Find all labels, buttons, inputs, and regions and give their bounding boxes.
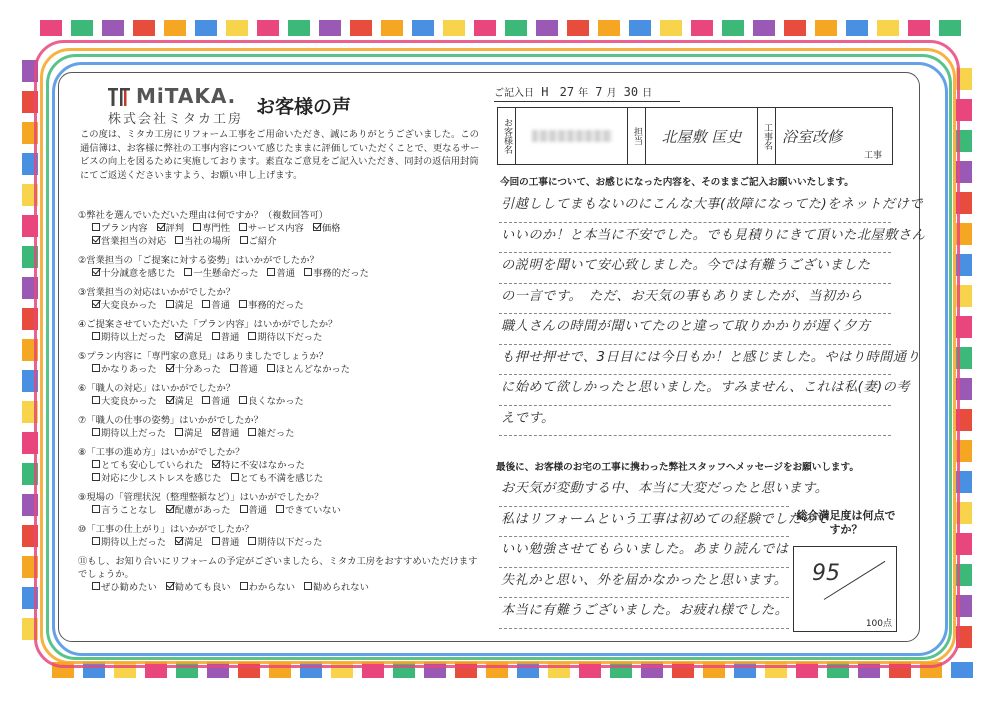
option-row xyxy=(78,427,488,440)
answer-option[interactable] xyxy=(267,363,350,376)
date-day: 30 xyxy=(623,85,639,99)
answer-option[interactable] xyxy=(92,299,157,312)
handwritten-line: 職人さんの時間が聞いてたのと違って取りかかりが遅く夕方 xyxy=(499,314,891,345)
answer-option[interactable] xyxy=(92,331,166,344)
answer-option[interactable] xyxy=(212,427,240,440)
question-item xyxy=(78,491,488,517)
checkbox-icon[interactable] xyxy=(212,332,220,340)
border-square xyxy=(784,20,806,36)
handwritten-line: いいのか！と本当に不安でした。でも見積りにきて頂いた北屋敷さん xyxy=(499,223,891,254)
answer-option[interactable] xyxy=(267,267,295,280)
border-square xyxy=(753,20,775,36)
question-title: ②営業担当の「ご提案に対する姿勢」はいかがでしたか？ xyxy=(78,255,319,266)
option-label: できていない xyxy=(285,505,341,516)
option-label: 専門性 xyxy=(202,223,231,234)
option-label: 大変良かった xyxy=(101,300,157,311)
option-label: 営業担当の対応 xyxy=(101,236,167,247)
checkbox-icon[interactable] xyxy=(231,473,239,481)
checkbox-icon[interactable] xyxy=(175,236,183,244)
option-label: 勧めても良い xyxy=(174,582,231,593)
question-title: ①弊社を選んでいただいた理由は何ですか？（複数回答可） xyxy=(78,210,329,221)
option-label: 普通 xyxy=(220,428,240,439)
option-label: 期待以下だった xyxy=(257,332,323,343)
border-square xyxy=(443,20,465,36)
company-name: 株式会社ミタカ工房 xyxy=(108,112,244,127)
year-unit: 年 xyxy=(578,88,589,99)
logo-wordmark: MiTAKA. xyxy=(136,84,237,108)
option-label: とても不満を感じた xyxy=(239,473,324,484)
question-title: ③営業担当の対応はいかがでしたか？ xyxy=(78,287,236,298)
checkbox-icon[interactable] xyxy=(248,428,256,436)
option-label: わからない xyxy=(248,582,296,593)
option-label: 満足 xyxy=(174,300,194,311)
option-label: 大変良かった xyxy=(101,396,157,407)
border-square xyxy=(350,20,372,36)
question-item xyxy=(78,318,488,344)
border-square xyxy=(505,20,527,36)
handwritten-line: 本当に有難うございました。お疲れ様でした。 xyxy=(499,598,789,629)
section-message-heading: 最後に、お客様のお宅の工事に携わった弊社スタッフへメッセージをお願いします。 xyxy=(496,462,859,473)
answer-option[interactable] xyxy=(248,331,322,344)
option-label: 事務的だった xyxy=(248,300,304,311)
answer-option[interactable] xyxy=(212,459,305,472)
border-square xyxy=(164,20,186,36)
question-item xyxy=(78,523,488,549)
border-square xyxy=(319,20,341,36)
option-row xyxy=(78,581,488,594)
option-label: ほとんどなかった xyxy=(275,364,351,375)
question-title: ⑧「工事の進め方」はいかがでしたか？ xyxy=(78,447,245,458)
checkbox-icon[interactable] xyxy=(92,332,100,340)
page-title: お客様の声 xyxy=(256,96,352,118)
date-era: H xyxy=(541,85,549,99)
option-label: 十分誠意を感じた xyxy=(101,268,176,279)
answer-option[interactable] xyxy=(166,363,221,376)
day-unit: 日 xyxy=(642,88,653,99)
border-square xyxy=(474,20,496,36)
checkbox-icon[interactable] xyxy=(92,223,100,231)
question-list xyxy=(78,209,488,600)
border-square xyxy=(195,20,217,36)
checkbox-icon[interactable] xyxy=(239,396,247,404)
option-label: 普通 xyxy=(220,537,240,548)
answer-option[interactable] xyxy=(175,235,231,248)
handwritten-line: の一言です。 ただ、お天気の事もありましたが、当初から xyxy=(499,284,891,315)
checkbox-icon[interactable] xyxy=(212,460,220,468)
border-square xyxy=(691,20,713,36)
checkbox-icon[interactable] xyxy=(304,268,312,276)
checkbox-icon[interactable] xyxy=(276,505,284,513)
answer-option[interactable] xyxy=(92,536,166,549)
question-title: ⑦「職人の仕事の姿勢」はいかがでしたか？ xyxy=(78,415,263,426)
option-label: 普通 xyxy=(239,364,258,375)
customer-info-box xyxy=(497,107,893,165)
option-label: 勧められない xyxy=(313,582,369,593)
option-label: 対応に少しストレスを感じた xyxy=(101,473,222,484)
question-title: ⑩「工事の仕上がり」はいかがでしたか？ xyxy=(78,524,254,535)
option-label: サービス内容 xyxy=(248,223,304,234)
option-label: 普通 xyxy=(220,332,240,343)
checkbox-icon[interactable] xyxy=(166,396,174,404)
question-item xyxy=(78,446,488,485)
checkbox-icon[interactable] xyxy=(313,223,321,231)
checkbox-icon[interactable] xyxy=(240,505,248,513)
date-underline xyxy=(494,101,680,102)
date-label: ご記入日 xyxy=(494,88,534,99)
option-label: 期待以上だった xyxy=(101,332,167,343)
question-title: ⑤プラン内容に「専門家の意見」はありましたでしょうか？ xyxy=(78,351,329,362)
handwritten-line: 引越ししてまもないのにこんな大事(故障になってた)をネットだけで xyxy=(499,192,891,223)
checkbox-icon[interactable] xyxy=(92,582,100,590)
answer-option[interactable] xyxy=(92,235,166,248)
intro-text: この度は、ミタカ工房にリフォーム工事をご用命いただき、誠にありがとうございました。この通信簿は、お客様に弊社の工事内容について感じたままに評価していただくことで、更なるサービスの向上を図るために実施しております。素直なご意見をご記入いただき、同封の返信用封筒にてご返送くださいますよう、お願い申し上げます。 xyxy=(80,129,480,181)
date-year: 27 xyxy=(559,85,575,99)
answer-option[interactable] xyxy=(92,427,166,440)
checkbox-icon[interactable] xyxy=(202,300,210,308)
border-square xyxy=(877,20,899,36)
option-label: 普通 xyxy=(211,300,231,311)
work-name: 浴室改修 xyxy=(782,127,843,146)
answer-option[interactable] xyxy=(202,299,230,312)
answer-option[interactable] xyxy=(240,581,296,594)
option-label: 満足 xyxy=(174,396,194,407)
answer-option[interactable] xyxy=(92,395,157,408)
border-square xyxy=(846,20,868,36)
handwritten-line: お天気が変動する中、本当に大変だったと思います。 xyxy=(499,476,789,507)
option-label: 期待以上だった xyxy=(101,428,167,439)
option-label: とても安心していられた xyxy=(101,460,204,471)
customer-name-field xyxy=(516,108,628,164)
answer-option[interactable] xyxy=(240,504,268,517)
handwritten-line: えです。 xyxy=(499,406,891,437)
answer-option[interactable] xyxy=(157,222,185,235)
answer-option[interactable] xyxy=(212,536,240,549)
checkbox-icon[interactable] xyxy=(304,582,312,590)
answer-option[interactable] xyxy=(239,395,304,408)
option-label: 普通 xyxy=(276,268,296,279)
comment-area xyxy=(499,192,926,436)
answer-option[interactable] xyxy=(175,536,203,549)
question-item xyxy=(78,555,488,594)
border-square xyxy=(951,662,973,678)
question-item xyxy=(78,209,488,248)
option-label: 期待以上だった xyxy=(101,537,167,548)
answer-option[interactable] xyxy=(276,504,341,517)
option-label: 一生懸命だった xyxy=(193,268,259,279)
option-row xyxy=(78,504,488,517)
handwritten-line: も押せ押せで、3日目には今日もか！と感じました。やはり時間通り xyxy=(499,345,891,376)
checkbox-icon[interactable] xyxy=(184,268,192,276)
option-label: 期待以下だった xyxy=(257,537,323,548)
border-square xyxy=(629,20,651,36)
option-label: 良くなかった xyxy=(248,396,304,407)
border-square xyxy=(288,20,310,36)
checkbox-icon[interactable] xyxy=(202,396,210,404)
option-label: 十分あった xyxy=(174,364,222,375)
answer-option[interactable] xyxy=(231,472,324,485)
answer-option[interactable] xyxy=(202,395,230,408)
checkbox-icon[interactable] xyxy=(267,364,275,372)
border-square xyxy=(257,20,279,36)
answer-option[interactable] xyxy=(304,267,369,280)
checkbox-icon[interactable] xyxy=(92,473,100,481)
question-title: ④ご提案させていただいた「プラン内容」はいかがでしたか？ xyxy=(78,319,338,330)
answer-option[interactable] xyxy=(92,581,157,594)
border-square xyxy=(908,20,930,36)
option-label: 事務的だった xyxy=(313,268,369,279)
question-item xyxy=(78,414,488,440)
option-row xyxy=(78,299,488,312)
handwritten-line: いい勉強させてもらいました。あまり読んでは xyxy=(499,537,789,568)
option-label: ご紹介 xyxy=(248,236,277,247)
answer-option[interactable] xyxy=(166,395,194,408)
border-square xyxy=(939,20,961,36)
answer-option[interactable] xyxy=(313,222,341,235)
option-label: 普通 xyxy=(248,505,268,516)
answer-option[interactable] xyxy=(92,363,157,376)
border-square xyxy=(71,20,93,36)
handwritten-line: 失礼かと思い、外を届かなかったと思います。 xyxy=(499,568,789,599)
checkbox-icon[interactable] xyxy=(157,223,165,231)
border-square xyxy=(660,20,682,36)
question-title: ⑥「職人の対応」はいかがでしたか？ xyxy=(78,383,236,394)
score-label: 総合満足度は何点ですか？ xyxy=(796,509,896,536)
checkbox-icon[interactable] xyxy=(92,537,100,545)
score-box xyxy=(793,546,897,632)
work-suffix: 工事 xyxy=(864,151,883,161)
checkbox-icon[interactable] xyxy=(92,396,100,404)
question-item xyxy=(78,254,488,280)
border-square xyxy=(381,20,403,36)
work-label: 工事名 xyxy=(758,108,776,164)
checkbox-icon[interactable] xyxy=(175,537,183,545)
border-square xyxy=(40,20,62,36)
checkbox-icon[interactable] xyxy=(239,223,247,231)
option-row xyxy=(78,331,488,344)
option-label: 満足 xyxy=(184,332,203,343)
staff-name: 北屋敷 匡史 xyxy=(646,108,758,164)
answer-option[interactable] xyxy=(193,222,230,235)
answer-option[interactable] xyxy=(239,299,304,312)
checkbox-icon[interactable] xyxy=(166,300,174,308)
answer-option[interactable] xyxy=(166,581,231,594)
border-square xyxy=(536,20,558,36)
border-square xyxy=(412,20,434,36)
checkbox-icon[interactable] xyxy=(248,537,256,545)
checkbox-icon[interactable] xyxy=(92,460,100,468)
checkbox-icon[interactable] xyxy=(92,505,100,513)
checkbox-icon[interactable] xyxy=(267,268,275,276)
answer-option[interactable] xyxy=(230,363,258,376)
answer-option[interactable] xyxy=(166,299,194,312)
checkbox-icon[interactable] xyxy=(175,428,183,436)
answer-option[interactable] xyxy=(92,267,175,280)
border-square xyxy=(815,20,837,36)
answer-option[interactable] xyxy=(92,222,148,235)
option-row xyxy=(78,363,488,376)
answer-option[interactable] xyxy=(304,581,369,594)
question-item xyxy=(78,286,488,312)
score-value: 95 xyxy=(812,561,840,586)
option-label: かなりあった xyxy=(101,364,157,375)
answer-option[interactable] xyxy=(166,504,231,517)
answer-option[interactable] xyxy=(239,222,304,235)
handwritten-line: 私はリフォームという工事は初めての経験でしたので xyxy=(499,507,789,538)
checkbox-icon[interactable] xyxy=(230,364,238,372)
question-title: ⑪もし、お知り合いにリフォームの予定がございましたら、ミタカ工房をおすすめいただけますでしょうか。 xyxy=(78,556,478,580)
checkbox-icon[interactable] xyxy=(92,268,100,276)
option-label: 評判 xyxy=(165,223,185,234)
option-label: 満足 xyxy=(184,537,203,548)
option-row xyxy=(78,536,488,549)
checkbox-icon[interactable] xyxy=(166,364,174,372)
answer-option[interactable] xyxy=(92,504,157,517)
entry-date xyxy=(494,84,652,102)
border-square xyxy=(133,20,155,36)
redacted-name xyxy=(532,130,612,142)
checkbox-icon[interactable] xyxy=(175,332,183,340)
mitaka-logo-icon xyxy=(108,86,130,108)
checkbox-icon[interactable] xyxy=(92,236,100,244)
question-item xyxy=(78,382,488,408)
option-row xyxy=(78,472,488,485)
question-item xyxy=(78,350,488,376)
answer-option[interactable] xyxy=(248,536,322,549)
handwritten-line: の説明を聞いて安心致しました。今では有難うございました xyxy=(499,253,891,284)
option-row xyxy=(78,222,488,235)
checkbox-icon[interactable] xyxy=(212,428,220,436)
staff-label: 担当 xyxy=(628,108,646,164)
checkbox-icon[interactable] xyxy=(193,223,201,231)
handwritten-line: に始めて欲しかったと思いました。すみません、これは私(妻)の考 xyxy=(499,375,891,406)
option-label: 価格 xyxy=(321,223,341,234)
checkbox-icon[interactable] xyxy=(166,582,174,590)
checkbox-icon[interactable] xyxy=(92,300,100,308)
option-row xyxy=(78,395,488,408)
checkbox-icon[interactable] xyxy=(92,364,100,372)
option-label: 言うことなし xyxy=(101,505,157,516)
option-label: 普通 xyxy=(211,396,231,407)
border-square xyxy=(226,20,248,36)
checkbox-icon[interactable] xyxy=(92,428,100,436)
option-label: 雑だった xyxy=(257,428,295,439)
option-label: 当社の場所 xyxy=(184,236,231,247)
option-row xyxy=(78,459,488,472)
option-row xyxy=(78,235,488,248)
answer-option[interactable] xyxy=(175,427,203,440)
answer-option[interactable] xyxy=(212,331,240,344)
answer-option[interactable] xyxy=(184,267,258,280)
date-month: 7 xyxy=(595,85,603,99)
option-label: プラン内容 xyxy=(101,223,148,234)
option-label: 特に不安はなかった xyxy=(221,460,305,471)
border-square xyxy=(598,20,620,36)
answer-option[interactable] xyxy=(248,427,294,440)
option-label: ぜひ勧めたい xyxy=(101,582,157,593)
border-square xyxy=(567,20,589,36)
section-comment-heading: 今回の工事について、お感じになった内容を、そのままご記入お願いいたします。 xyxy=(500,177,854,188)
checkbox-icon[interactable] xyxy=(212,537,220,545)
answer-option[interactable] xyxy=(92,459,203,472)
score-unit: 100点 xyxy=(865,619,892,629)
answer-option[interactable] xyxy=(240,235,277,248)
option-label: 満足 xyxy=(184,428,203,439)
option-label: 配慮があった xyxy=(174,505,231,516)
checkbox-icon[interactable] xyxy=(248,332,256,340)
border-square xyxy=(722,20,744,36)
checkbox-icon[interactable] xyxy=(166,505,174,513)
checkbox-icon[interactable] xyxy=(240,582,248,590)
border-square xyxy=(102,20,124,36)
option-row xyxy=(78,267,488,280)
checkbox-icon[interactable] xyxy=(239,300,247,308)
month-unit: 月 xyxy=(606,88,617,99)
answer-option[interactable] xyxy=(92,472,222,485)
customer-name-label: お客様名 xyxy=(498,108,516,164)
checkbox-icon[interactable] xyxy=(240,236,248,244)
question-title: ⑨現場の「管理状況（整理整頓など）」はいかがでしたか？ xyxy=(78,492,324,503)
answer-option[interactable] xyxy=(175,331,203,344)
